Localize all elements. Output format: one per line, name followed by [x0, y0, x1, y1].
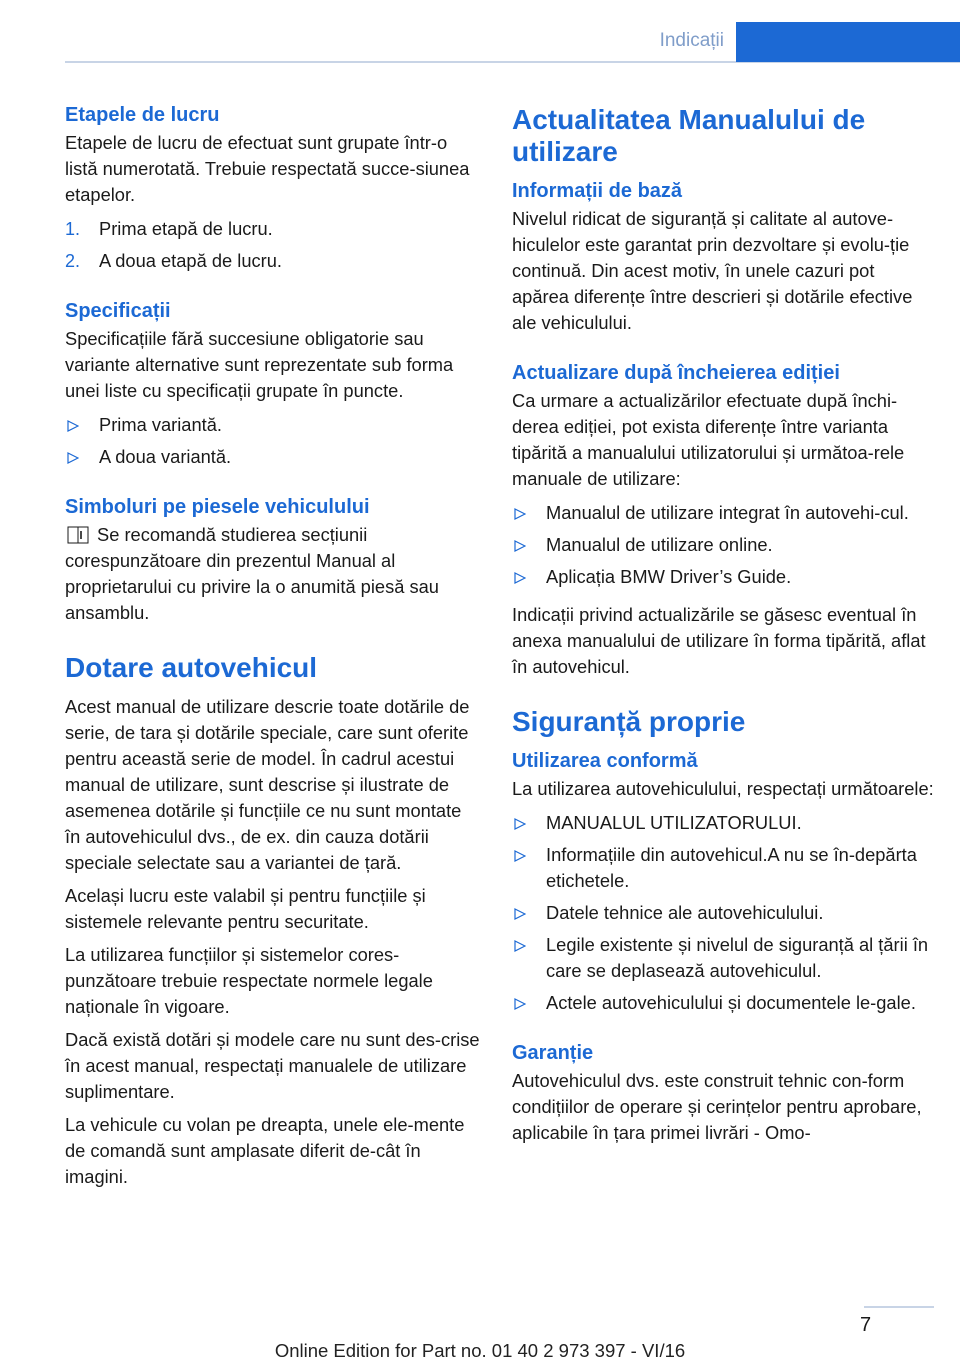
- triangle-right-icon: [67, 452, 79, 464]
- triangle-right-icon: [514, 850, 526, 862]
- list-number: 2.: [65, 251, 81, 271]
- list-item-text: Prima etapă de lucru.: [99, 218, 273, 239]
- paragraph: La utilizarea funcțiilor și sistemelor cores-punzătoare trebuie respectate normele legale naționale în vigoare.: [65, 944, 433, 1017]
- triangle-right-icon: [514, 940, 526, 952]
- bullet-list: [512, 810, 934, 1016]
- list-item-text: Manualul de utilizare online.: [546, 534, 773, 555]
- list-item: [65, 412, 481, 438]
- paragraph: La vehicule cu volan pe dreapta, unele ele-mente de comandă sunt amplasate diferit de-cât în imagini.: [65, 1114, 465, 1187]
- list-number: 1.: [65, 219, 81, 239]
- list-item: [512, 810, 934, 836]
- section-text-etapele: Etapele de lucru de efectuat sunt grupate într-o listă numerotată. Trebuie respectată succe-siunea etapelor.: [65, 132, 470, 205]
- footer-edition: Online Edition for Part no. 01 40 2 973 397 - VI/16: [274, 1340, 686, 1361]
- header-title: Indicații: [659, 30, 724, 51]
- list-item: [65, 444, 481, 470]
- triangle-right-icon: [514, 818, 526, 830]
- page-number: 7: [860, 1314, 872, 1336]
- numbered-list: [65, 216, 481, 274]
- section-text-actualizare-after: Indicații privind actualizările se găsesc eventual în anexa manualului de utilizare în forma tipărită, aflat în autovehicul.: [512, 604, 926, 677]
- simboluri-text: Se recomandă studierea secțiunii corespunzătoare din prezentul Manual al proprietarului cu privire la o anumită piesă sau ansamblu.: [65, 524, 439, 623]
- heading-siguranta-proprie: Siguranță proprie: [512, 706, 746, 737]
- triangle-right-icon: [514, 540, 526, 552]
- bullet-list: [65, 412, 481, 470]
- header-accent-block: [736, 22, 960, 62]
- paragraph: Același lucru este valabil și pentru funcțiile și sistemele relevante pentru securitate.: [65, 885, 426, 932]
- list-item-text: Aplicația BMW Driver’s Guide.: [546, 566, 792, 587]
- list-item-text: Datele tehnice ale autovehiculului.: [546, 902, 824, 923]
- heading-dotare-autovehicul: Dotare autovehicul: [65, 652, 318, 683]
- paragraph: Dacă există dotări și modele care nu sunt des-crise în acest manual, respectați manualele de utilizare suplimentare.: [65, 1029, 480, 1102]
- heading-actualitatea-manualului: Actualitatea Manualului de utilizare: [512, 104, 866, 167]
- book-icon: [67, 526, 89, 544]
- section-title-etapele: Etapele de lucru: [65, 104, 220, 126]
- list-item-text: Manualul de utilizare integrat în autovehi-cul.: [546, 502, 909, 523]
- list-item: [512, 900, 934, 926]
- list-item-text: MANUALUL UTILIZATORULUI.: [546, 812, 802, 833]
- section-text-specificatii: Specificațiile fără succesiune obligatorie sau variante alternative sunt reprezentate sub forma unei liste cu specificații grupate în puncte.: [65, 328, 454, 401]
- section-title-specificatii: Specificații: [65, 300, 171, 322]
- list-item: [65, 216, 481, 242]
- section-text-actualizare: Ca urmare a actualizărilor efectuate după închi-derea ediției, pot exista diferențe între varianta tipărită a manualului utilizatorului și următoa-rele manuale de utilizare:: [512, 390, 905, 489]
- list-item: [65, 248, 481, 274]
- triangle-right-icon: [514, 508, 526, 520]
- section-title-utilizarea-conforma: Utilizarea conformă: [512, 750, 698, 772]
- list-item: [512, 842, 934, 894]
- list-item: [512, 564, 934, 590]
- section-title-simboluri: Simboluri pe piesele vehiculului: [65, 496, 370, 518]
- section-text-utilizarea-conforma: La utilizarea autovehiculului, respectați următoarele:: [512, 778, 934, 799]
- list-item-text: A doua etapă de lucru.: [99, 250, 282, 271]
- bullet-list: [512, 500, 934, 590]
- footer-rule: [864, 1306, 934, 1308]
- list-item: [512, 932, 934, 984]
- right-column: [512, 100, 934, 1153]
- triangle-right-icon: [514, 998, 526, 1010]
- list-item-text: A doua variantă.: [99, 446, 232, 467]
- list-item: [512, 500, 934, 526]
- list-item-text: Prima variantă.: [99, 414, 222, 435]
- section-text-informatii-baza: Nivelul ridicat de siguranță și calitate al autove-hiculelor este garantat prin dezvoltare și evolu-ție continuă. Din acest motiv, în unele cazuri pot apărea diferențe între descrieri și dotările efective ale vehiculului.: [512, 208, 913, 333]
- list-item: [512, 990, 934, 1016]
- left-column: [65, 100, 481, 1197]
- list-item-text: Informațiile din autovehicul.A nu se în-depărta etichetele.: [546, 844, 917, 891]
- triangle-right-icon: [514, 908, 526, 920]
- section-title-informatii-baza: Informații de bază: [512, 180, 683, 202]
- section-title-garantie: Garanție: [512, 1042, 594, 1064]
- triangle-right-icon: [67, 420, 79, 432]
- section-text-garantie: Autovehiculul dvs. este construit tehnic con-form condițiilor de operare și cerințelor pentru aprobare, aplicabile în țara primei livrări - Omo-: [512, 1070, 922, 1143]
- paragraph: Acest manual de utilizare descrie toate dotările de serie, de tara și dotările speciale, care sunt oferite pentru această serie de model. În cadrul acestui manual de utilizare, sunt descrise și ilustrate de asemenea dotările și funcțiile ce nu sunt montate în autovehiculul dvs., de ex. din cauza dotării speciale selectate sau a variantei de țară.: [65, 696, 470, 873]
- list-item-text: Actele autovehiculului și documentele le-gale.: [546, 992, 916, 1013]
- list-item: [512, 532, 934, 558]
- section-title-actualizare: Actualizare după încheierea ediției: [512, 362, 840, 384]
- triangle-right-icon: [514, 572, 526, 584]
- list-item-text: Legile existente și nivelul de siguranță al țării în care se deplasează autovehiculul.: [546, 934, 929, 981]
- section-text-simboluri: [65, 522, 481, 626]
